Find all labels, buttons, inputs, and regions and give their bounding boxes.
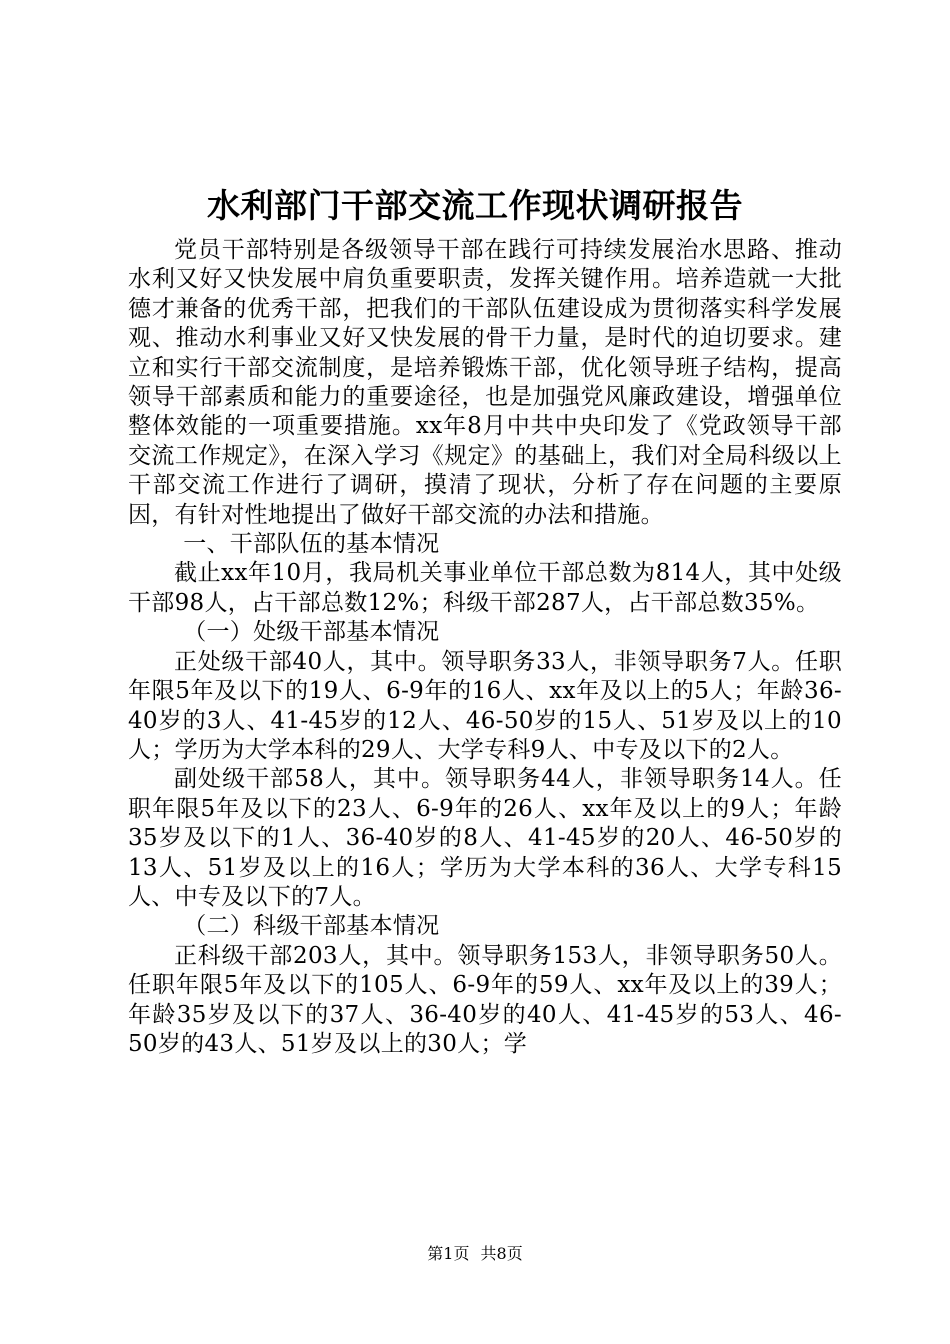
intro-paragraph: 党员干部特别是各级领导干部在践行可持续发展治水思路、推动水利又好又快发展中肩负重要职责，发挥关键作用。培养造就一大批德才兼备的优秀干部，把我们的干部队伍建设成为贯彻落实科学发展观、推动水利事业又好又快发展的骨干力量，是时代的迫切要求。建立和实行干部交流制度，是培养锻炼干部，优化领导班子结构，提高领导干部素质和能力的重要途径，也是加强党风廉政建设，增强单位整体效能的一项重要措施。xx年8月中共中央印发了《党政领导干部交流工作规定》，在深入学习《规定》的基础上，我们对全局科级以上干部交流工作进行了调研，摸清了现状，分析了存在问题的主要原因，有针对性地提出了做好干部交流的办法和措施。 bbox=[128, 237, 842, 528]
document-body bbox=[128, 236, 842, 1059]
document-title: 水利部门干部交流工作现状调研报告 bbox=[207, 186, 743, 225]
page-number-footer: 第1页 共8页 bbox=[427, 1244, 523, 1263]
subsection-heading-division-level: （一）处级干部基本情况 bbox=[183, 619, 440, 646]
subsection-heading-section-level: （二）科级干部基本情况 bbox=[183, 913, 440, 940]
division-chief-paragraph: 正处级干部40人，其中。领导职务33人，非领导职务7人。任职年限5年及以下的19人、6-9年的16人、xx年及以上的5人；年龄36-40岁的3人、41-45岁的12人、46-50岁的15人、51岁及以上的10人；学历为大学本科的29人、大学专科9人、中专及以下的2人。 bbox=[128, 648, 842, 763]
section-heading-basic-situation: 一、干部队伍的基本情况 bbox=[183, 531, 440, 558]
summary-paragraph: 截止xx年10月，我局机关事业单位干部总数为814人，其中处级干部98人，占干部总数12%；科级干部287人，占干部总数35%。 bbox=[128, 560, 842, 616]
section-chief-paragraph: 正科级干部203人，其中。领导职务153人，非领导职务50人。任职年限5年及以下的105人、6-9年的59人、xx年及以上的39人；年龄35岁及以下的37人、36-40岁的40人、41-45岁的53人、46-50岁的43人、51岁及以上的30人；学 bbox=[128, 942, 842, 1057]
deputy-division-paragraph: 副处级干部58人，其中。领导职务44人，非领导职务14人。任职年限5年及以下的23人、6-9年的26人、xx年及以上的9人；年龄35岁及以下的1人、36-40岁的8人、41-45岁的20人、46-50岁的13人、51岁及以上的16人；学历为大学本科的36人、大学专科15人、中专及以下的7人。 bbox=[128, 766, 842, 910]
